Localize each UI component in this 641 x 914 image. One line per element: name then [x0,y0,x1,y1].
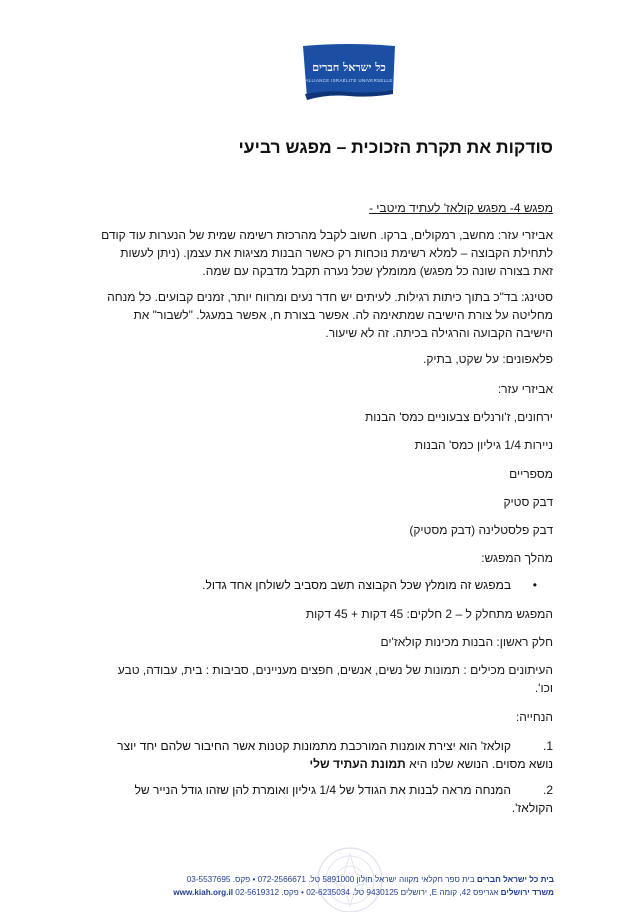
item-text: המנחה מראה לבנות את הגודל של 1/4 גיליון ואומרת להן שזהו גודל הנייר של הקולאז'. [134,783,553,815]
paragraph-aids-intro: אביזרי עזר: מחשב, רמקולים, ברקו. חשוב לקבל מהרכזת רשימה שמית של הנערות עוד קודם לתחילת הקבוצה – למלא רשימת נוכחות רק כאשר הבנות מציגות את עצמן. (ניתן לעשות זאת בצורה שונה כל מפגש) ממומלץ שכל נערה תקבל מדבקה עם שמה. [101,228,553,278]
instruction-heading: הנחייה: [515,710,553,724]
aid-item: מספריים [509,467,553,481]
footer-address-2: אגריפס 42, קומה E, ירושלים 9430125 טל. 02-6235034 • פקס. 02-5619312 [235,888,499,897]
bullet-list-item [101,576,553,594]
aids-heading: אביזרי עזר: [497,382,553,396]
logo-banner-shape [299,44,399,104]
paragraph-part-one: חלק ראשון: הבנות מכינות קולאז'ים [380,635,553,649]
logo-french-text: ALLIANCE ISRAÉLITE UNIVERSELLE [305,78,393,83]
aid-item: דבק סטיק [503,495,553,509]
bullet-marker: • [532,578,537,592]
page-title: סודקות את תקרת הזכוכית – מפגש רביעי [238,137,553,157]
item-text-regular: קולאז' הוא יצירת אומנות המורכבת מתמונות קטנות אשר החיבור שלהם יחד יוצר נושא מסוים. הנושא שלנו היא [117,739,553,771]
bullet-text: במפגש זה מומלץ שכל הקבוצה תשב מסביב לשולחן אחד גדול. [202,578,511,592]
paragraph-magazines: העיתונים מכילים : תמונות של נשים, אנשים, חפצים מעניינים, סביבות : בית, עבודה, טבע וכו'. [117,663,553,695]
footer-line-address-2 [140,887,554,898]
footer-org-name: בית כל ישראל חברים [476,875,554,884]
footer-address-1: בית ספר חקלאי מקווה ישראל חולון 5891000 טל. 072-2566671 • פקס. 03-5537695 [186,875,475,884]
item-text [101,737,553,773]
alliance-logo [299,44,399,104]
aid-item: ירחונים, ז'ורנלים צבעוניים כמס' הבנות [365,410,553,424]
section-subheading: מפגש 4- מפגש קולאז' לעתיד מיטבי - [368,201,553,215]
logo-hebrew-text: כל ישראל חברים [312,61,386,74]
item-number: 1. [542,739,553,753]
process-heading: מהלך המפגש: [481,551,553,565]
footer-office-name: משרד ירושלים [500,888,554,897]
aid-item: דבק פלסטלינה (דבק מסטיק) [409,523,553,537]
aid-item: ניירות 1/4 גיליון כמס' הבנות [414,438,553,452]
numbered-item-1 [101,737,553,773]
footer-website-link[interactable]: www.kiah.org.il [173,888,234,897]
paragraph-setting: סטינג: בד"כ בתוך כיתות רגילות. לעיתים יש חדר נעים ומרווח יותר, זמנים קבועים. כל מנחה מחליטה על צורת הישיבה שמתאימה לה. אפשר בצורת ח, אפשר במעגל. "לשבור" את הישיבה הקבועה והרגילה בכיתה. זה לא שיעור. [107,290,553,340]
item-text-bold: תמונת העתיד שלי [309,757,406,771]
item-number: 2. [542,783,553,797]
footer-line-address-1 [140,874,554,885]
numbered-item-2 [101,781,553,817]
paragraph-split: המפגש מתחלק ל – 2 חלקים: 45 דקות + 45 דקות [305,607,553,621]
paragraph-phones: פלאפונים: על שקט, בתיק. [422,352,553,366]
